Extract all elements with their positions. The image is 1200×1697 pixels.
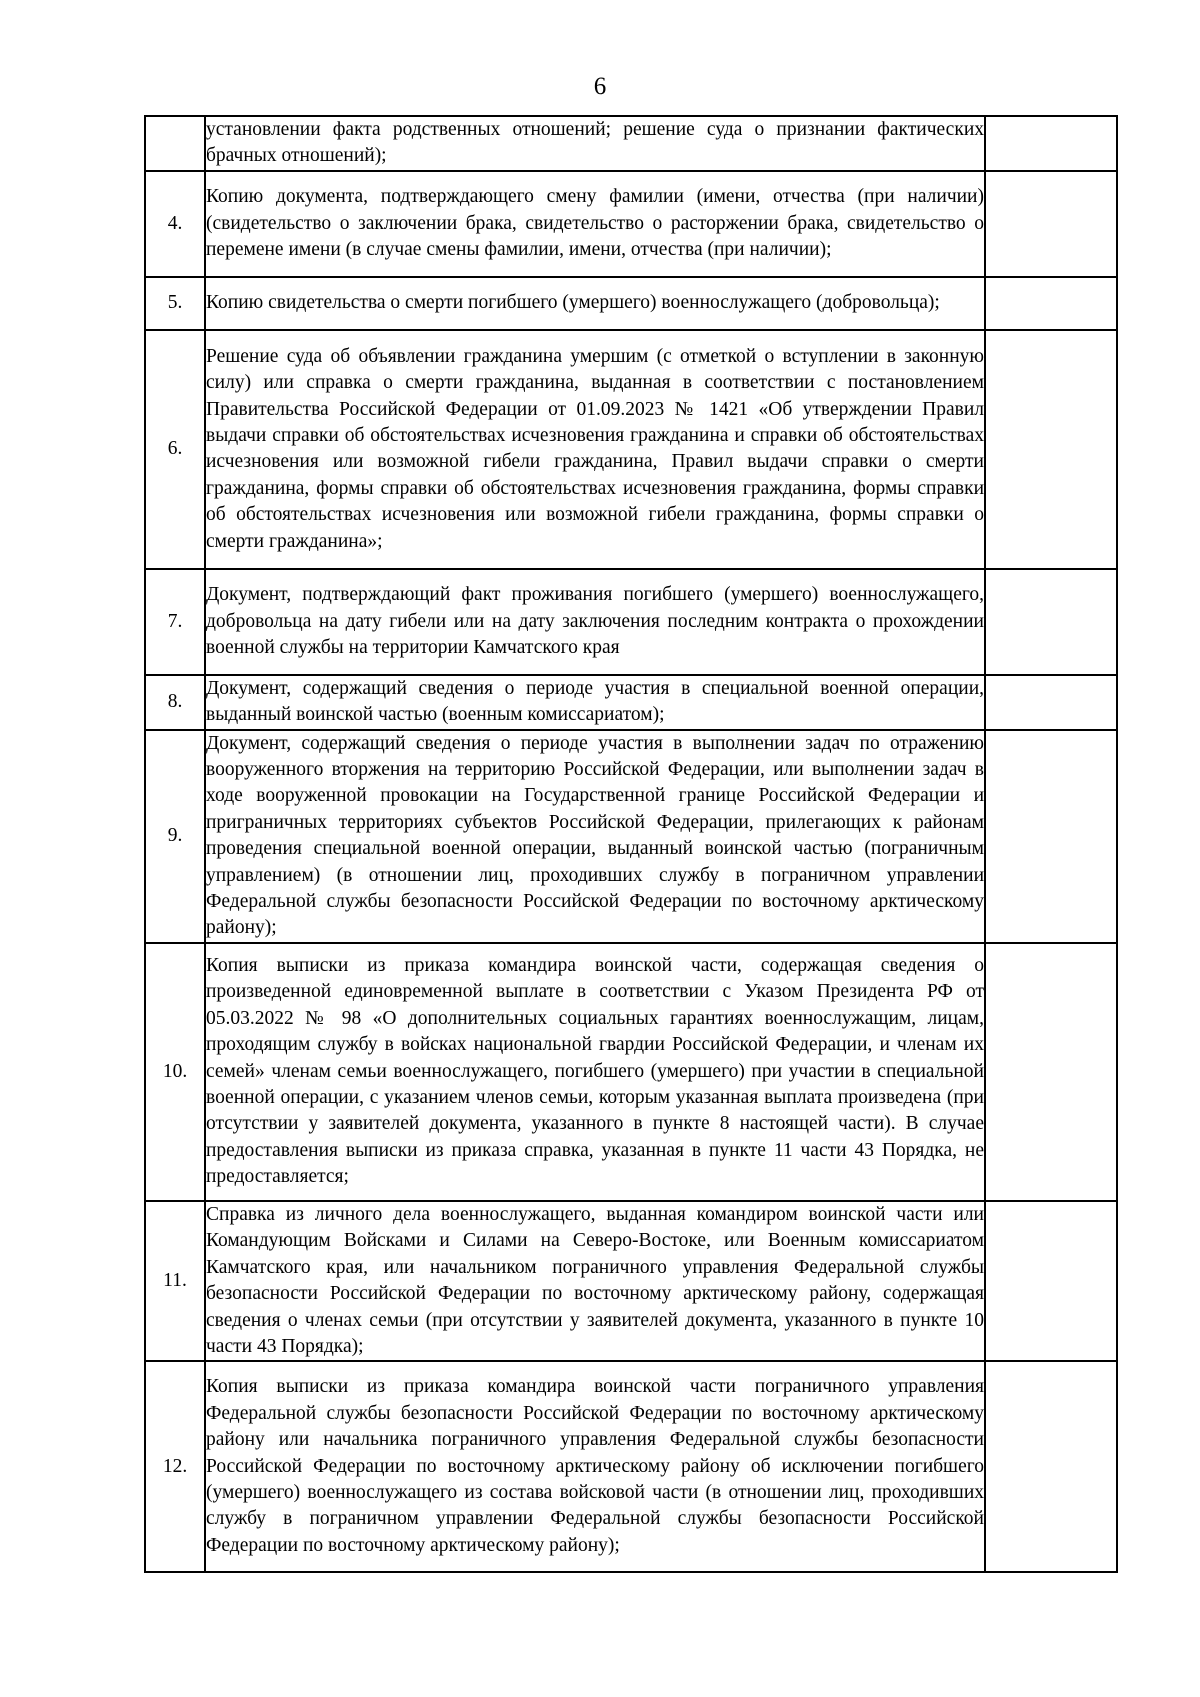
table-row bbox=[145, 675, 1117, 730]
row-number bbox=[145, 116, 205, 171]
empty-cell bbox=[985, 1201, 1117, 1361]
row-number: 6. bbox=[145, 330, 205, 569]
table-row bbox=[145, 330, 1117, 569]
row-number: 4. bbox=[145, 171, 205, 277]
row-number: 7. bbox=[145, 569, 205, 675]
row-text: Копия выписки из приказа командира воинской части, содержащая сведения о произведенной единовременной выплате в соответствии с Указом Президента РФ от 05.03.2022 № 98 «О дополнительных социальных гарантиях военнослужащим, лицам, проходящим службу в войсках национальной гвардии Российской Федерации, и членам их семей» членам семьи военнослужащего, погибшего (умершего) при участии в специальной военной операции, с указанием членов семьи, которым указанная выплата произведена (при отсутствии у заявителей документа, указанного в пункте 8 настоящей части). В случае предоставления выписки из приказа справка, указанная в пункте 11 части 43 Порядка, не предоставляется; bbox=[205, 943, 985, 1201]
empty-cell bbox=[985, 943, 1117, 1201]
table-row bbox=[145, 116, 1117, 171]
row-number: 11. bbox=[145, 1201, 205, 1361]
table-row bbox=[145, 730, 1117, 943]
row-text: Копию свидетельства о смерти погибшего (умершего) военнослужащего (добровольца); bbox=[205, 277, 985, 330]
row-number: 9. bbox=[145, 730, 205, 943]
empty-cell bbox=[985, 116, 1117, 171]
row-text: установлении факта родственных отношений; решение суда о признании фактических брачных отношений); bbox=[205, 116, 985, 171]
row-text: Документ, содержащий сведения о периоде участия в выполнении задач по отражению вооруженного вторжения на территорию Российской Федерации, или выполнении задач в ходе вооруженной провокации на Государственной границе Российской Федерации и приграничных территориях субъектов Российской Федерации, прилегающих к районам проведения специальной военной операции, выданный воинской частью (пограничным управлением) (в отношении лиц, проходивших службу в пограничном управлении Федеральной службы безопасности Российской Федерации по восточному арктическому району); bbox=[205, 730, 985, 943]
row-number: 5. bbox=[145, 277, 205, 330]
row-text: Справка из личного дела военнослужащего, выданная командиром воинской части или Командующим Войсками и Силами на Северо-Востоке, или Военным комиссариатом Камчатского края, или начальником пограничного управления Федеральной службы безопасности Российской Федерации по восточному арктическому району, содержащая сведения о членах семьи (при отсутствии у заявителей документа, указанного в пункте 10 части 43 Порядка); bbox=[205, 1201, 985, 1361]
row-text: Документ, содержащий сведения о периоде участия в специальной военной операции, выданный воинской частью (военным комиссариатом); bbox=[205, 675, 985, 730]
row-number: 12. bbox=[145, 1361, 205, 1572]
empty-cell bbox=[985, 730, 1117, 943]
table-row bbox=[145, 1361, 1117, 1572]
row-text: Документ, подтверждающий факт проживания погибшего (умершего) военнослужащего, добровольца на дату гибели или на дату заключения последним контракта о прохождении военной службы на территории Камчатского края bbox=[205, 569, 985, 675]
empty-cell bbox=[985, 1361, 1117, 1572]
row-text: Копию документа, подтверждающего смену фамилии (имени, отчества (при наличии) (свидетельство о заключении брака, свидетельство о расторжении брака, свидетельство о перемене имени (в случае смены фамилии, имени, отчества (при наличии); bbox=[205, 171, 985, 277]
table-row bbox=[145, 943, 1117, 1201]
table-row bbox=[145, 277, 1117, 330]
empty-cell bbox=[985, 330, 1117, 569]
row-text: Копия выписки из приказа командира воинской части пограничного управления Федеральной службы безопасности Российской Федерации по восточному арктическому району или начальника пограничного управления Федеральной службы безопасности Российской Федерации по восточному арктическому району об исключении погибшего (умершего) военнослужащего из состава войсковой части (в отношении лиц, проходивших службу в пограничном управлении Федеральной службы безопасности Российской Федерации по восточному арктическому району); bbox=[205, 1361, 985, 1572]
table-row bbox=[145, 569, 1117, 675]
row-text: Решение суда об объявлении гражданина умершим (с отметкой о вступлении в законную силу) или справка о смерти гражданина, выданная в соответствии с постановлением Правительства Российской Федерации от 01.09.2023 № 1421 «Об утверждении Правил выдачи справки об обстоятельствах исчезновения гражданина и справки об обстоятельствах исчезновения или возможной гибели гражданина, Правил выдачи справки о смерти гражданина, формы справки об обстоятельствах исчезновения гражданина, формы справки об обстоятельствах исчезновения или возможной гибели гражданина, формы справки о смерти гражданина»; bbox=[205, 330, 985, 569]
empty-cell bbox=[985, 171, 1117, 277]
page-number: 6 bbox=[593, 73, 607, 100]
row-number: 10. bbox=[145, 943, 205, 1201]
empty-cell bbox=[985, 277, 1117, 330]
documents-table bbox=[144, 115, 1118, 1573]
empty-cell bbox=[985, 569, 1117, 675]
row-number: 8. bbox=[145, 675, 205, 730]
table-row bbox=[145, 1201, 1117, 1361]
empty-cell bbox=[985, 675, 1117, 730]
table-row bbox=[145, 171, 1117, 277]
